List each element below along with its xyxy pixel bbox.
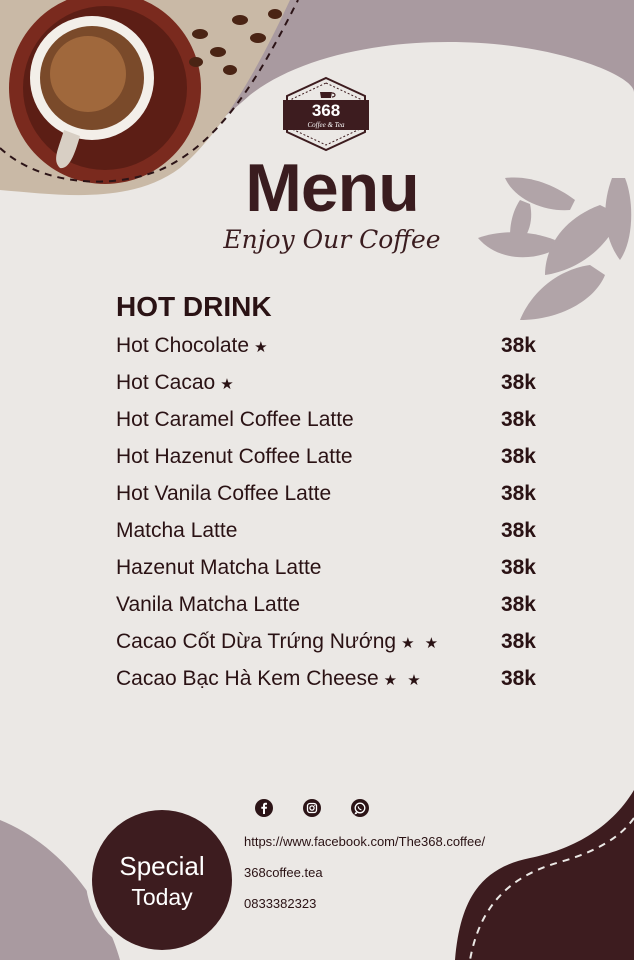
item-name-wrap bbox=[116, 549, 326, 588]
whatsapp-icon[interactable] bbox=[351, 799, 369, 817]
item-price: 38k bbox=[500, 482, 536, 505]
item-name: Hot Chocolate bbox=[116, 334, 250, 357]
item-name-wrap bbox=[116, 475, 336, 514]
item-name-wrap bbox=[116, 512, 242, 551]
item-price: 38k bbox=[500, 593, 536, 616]
item-name: Hazenut Matcha Latte bbox=[116, 556, 322, 579]
menu-item bbox=[116, 623, 536, 660]
menu-item bbox=[116, 660, 536, 697]
item-name: Cacao Cốt Dừa Trứng Nướng bbox=[116, 630, 397, 653]
page-title: Menu bbox=[245, 150, 419, 226]
item-name: Matcha Latte bbox=[116, 519, 238, 542]
logo-tagline: Coffee & Tea bbox=[307, 121, 345, 129]
star-icon: ★ bbox=[254, 339, 271, 356]
item-price: 38k bbox=[500, 334, 536, 357]
social-icons bbox=[255, 799, 375, 819]
menu-item bbox=[116, 327, 536, 364]
item-name-wrap bbox=[116, 660, 424, 699]
item-name-wrap bbox=[116, 438, 358, 477]
instagram-icon[interactable] bbox=[303, 799, 321, 817]
item-name-wrap bbox=[116, 586, 305, 625]
item-price: 38k bbox=[500, 667, 536, 690]
brand-logo bbox=[283, 76, 369, 152]
website-text: 368coffee.tea bbox=[244, 865, 323, 880]
star-icon: ★ ★ bbox=[383, 672, 424, 689]
phone-number: 0833382323 bbox=[244, 896, 317, 911]
section-title: HOT DRINK bbox=[116, 291, 272, 322]
menu-item bbox=[116, 586, 536, 623]
menu-item bbox=[116, 438, 536, 475]
item-price: 38k bbox=[500, 630, 536, 653]
menu-item bbox=[116, 364, 536, 401]
item-name-wrap bbox=[116, 623, 441, 662]
menu-item bbox=[116, 512, 536, 549]
item-price: 38k bbox=[500, 445, 536, 468]
item-name: Vanila Matcha Latte bbox=[116, 593, 301, 616]
menu-item bbox=[116, 475, 536, 512]
menu-item bbox=[116, 549, 536, 586]
item-price: 38k bbox=[500, 519, 536, 542]
item-price: 38k bbox=[500, 408, 536, 431]
menu-list bbox=[116, 327, 536, 697]
special-today-badge bbox=[92, 810, 232, 950]
item-name: Hot Hazenut Coffee Latte bbox=[116, 445, 353, 468]
facebook-icon[interactable] bbox=[255, 799, 273, 817]
item-name: Hot Vanila Coffee Latte bbox=[116, 482, 332, 505]
menu-item bbox=[116, 401, 536, 438]
badge-line-1: Special bbox=[119, 851, 205, 881]
item-name: Hot Cacao bbox=[116, 371, 216, 394]
badge-line-2: Today bbox=[131, 884, 193, 910]
star-icon: ★ bbox=[220, 376, 237, 393]
page-subtitle: Enjoy Our Coffee bbox=[223, 225, 441, 254]
item-name: Cacao Bạc Hà Kem Cheese bbox=[116, 667, 379, 690]
item-name: Hot Caramel Coffee Latte bbox=[116, 408, 354, 431]
item-name-wrap bbox=[116, 327, 271, 366]
item-price: 38k bbox=[500, 556, 536, 579]
star-icon: ★ ★ bbox=[401, 635, 442, 652]
item-name-wrap bbox=[116, 401, 359, 440]
facebook-link[interactable]: https://www.facebook.com/The368.coffee/ bbox=[244, 834, 486, 849]
item-name-wrap bbox=[116, 364, 237, 403]
logo-name: 368 bbox=[311, 101, 341, 120]
item-price: 38k bbox=[500, 371, 536, 394]
